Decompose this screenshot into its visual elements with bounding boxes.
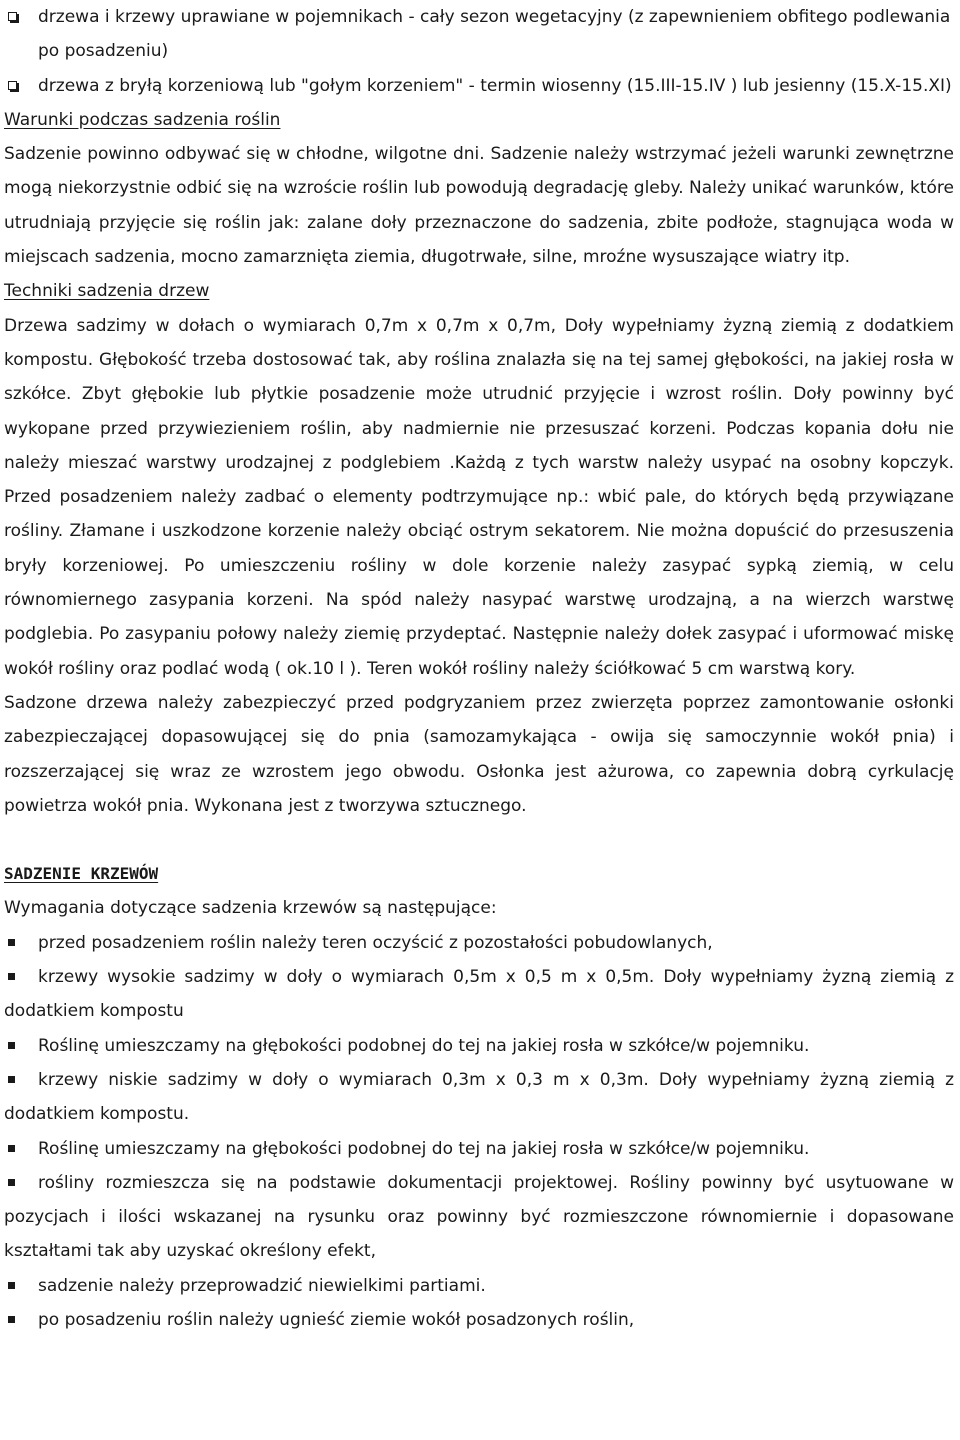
list-item-text: drzewa z bryłą korzeniową lub "gołym korzeniem" - termin wiosenny (15.III-15.IV ) lub jesienny (15.X-15.XI): [38, 75, 952, 96]
conditions-heading: Warunki podczas sadzenia roślin: [4, 109, 281, 130]
square-bullet-icon: [8, 1042, 15, 1049]
list-item: [4, 69, 954, 103]
shrubs-intro: Wymagania dotyczące sadzenia krzewów są następujące:: [4, 898, 497, 919]
list-item-text: drzewa i krzewy uprawiane w pojemnikach - cały sezon wegetacyjny (z zapewnieniem obfitego podlewania po posadzeniu): [38, 7, 951, 62]
list-item: [4, 1303, 954, 1337]
square-bullet-icon: [8, 1145, 15, 1152]
square-bullet-icon: [8, 1179, 15, 1186]
list-item-text: rośliny rozmieszcza się na podstawie dokumentacji projektowej. Rośliny powinny być usytuowane w pozycjach i ilości wskazanej na rysunku oraz powinny być rozmieszczone równomiernie i dopasowane kształtami tak aby uzyskać określony efekt,: [4, 1172, 954, 1262]
square-bullet-icon: [8, 1316, 15, 1323]
square-bullet-icon: [8, 973, 15, 980]
checkbox-bullet-icon: [8, 12, 17, 21]
list-item: [4, 1166, 954, 1269]
list-item: [4, 926, 954, 960]
square-bullet-icon: [8, 1076, 15, 1083]
protection-paragraph: Sadzone drzewa należy zabezpieczyć przed podgryzaniem przez zwierzęta poprzez zamontowanie osłonki zabezpieczającej dopasowującej się do pnia (samozamykająca - owija się samoczynnie wokół pnia) i rozszerzającej się wraz ze wzrostem jego obwodu. Osłonka jest ażurowa, co zapewnia dobrą cyrkulację powietrza wokół pnia. Wykonana jest z tworzywa sztucznego.: [4, 692, 954, 816]
checkbox-bullet-icon: [8, 81, 17, 90]
square-bullet-icon: [8, 1282, 15, 1289]
square-bullet-icon: [8, 939, 15, 946]
list-item: [4, 1132, 954, 1166]
list-item: [4, 1029, 954, 1063]
list-item: [4, 1063, 954, 1132]
list-item: [4, 960, 954, 1029]
shrubs-heading: SADZENIE KRZEWÓW: [4, 864, 159, 884]
list-item-text: krzewy wysokie sadzimy w doły o wymiarach 0,5m x 0,5 m x 0,5m. Doły wypełniamy żyzną ziemią z dodatkiem kompostu: [4, 967, 954, 1022]
list-item-text: przed posadzeniem roślin należy teren oczyścić z pozostałości pobudowlanych,: [38, 932, 713, 953]
list-item: [4, 0, 954, 69]
list-item-text: po posadzeniu roślin należy ugnieść ziemie wokół posadzonych roślin,: [38, 1309, 635, 1330]
list-item-text: Roślinę umieszczamy na głębokości podobnej do tej na jakiej rosła w szkółce/w pojemniku.: [38, 1138, 810, 1159]
techniques-paragraph: Drzewa sadzimy w dołach o wymiarach 0,7m x 0,7m x 0,7m, Doły wypełniamy żyzną ziemią z dodatkiem kompostu. Głębokość trzeba dostosować tak, aby roślina znalazła się na tej samej głębokości, na jakiej rosła w szkółce. Zbyt głębokie lub płytkie posadzenie może utrudnić przyjęcie i wzrost roślin. Doły powinny być wykopane przed przywiezieniem roślin, aby nadmiernie nie przesuszać korzeni. Podczas kopania dołu nie należy mieszać warstwy urodzajnej z podglebiem .Każdą z tych warstw należy usypać na osobny kopczyk. Przed posadzeniem należy zadbać o elementy podtrzymujące np.: wbić pale, do których będą przywiązane rośliny. Złamane i uszkodzone korzenie należy obciąć ostrym sekatorem. Nie można dopuścić do przesuszenia bryły korzeniowej. Po umieszczeniu rośliny w dole korzenie należy zasypać sypką ziemią, w celu równomiernego zasypania korzeni. Na spód należy nasypać warstwę urodzajną, a na wierzch warstwę podglebia. Po zasypaniu połowy należy ziemię przydeptać. Następnie należy dołek zasypać i uformować miskę wokół rośliny oraz podlać wodą ( ok.10 l ). Teren wokół rośliny należy ściółkować 5 cm warstwą kory.: [4, 315, 954, 679]
list-item-text: sadzenie należy przeprowadzić niewielkimi partiami.: [38, 1275, 486, 1296]
techniques-heading: Techniki sadzenia drzew: [4, 281, 210, 302]
list-item-text: Roślinę umieszczamy na głębokości podobnej do tej na jakiej rosła w szkółce/w pojemniku.: [38, 1035, 810, 1056]
list-item: [4, 1269, 954, 1303]
conditions-paragraph: Sadzenie powinno odbywać się w chłodne, wilgotne dni. Sadzenie należy wstrzymać jeżeli warunki zewnętrzne mogą niekorzystnie odbić się na wzroście roślin lub powodują degradację gleby. Należy unikać warunków, które utrudniają przyjęcie się roślin jak: zalane doły przeznaczone do sadzenia, zbite podłoże, stagnująca woda w miejscach sadzenia, mocno zamarznięta ziemia, długotrwałe, silne, mroźne wysuszające wiatry itp.: [4, 144, 954, 268]
list-item-text: krzewy niskie sadzimy w doły o wymiarach 0,3m x 0,3 m x 0,3m. Doły wypełniamy żyzną ziemią z dodatkiem kompostu.: [4, 1069, 954, 1125]
